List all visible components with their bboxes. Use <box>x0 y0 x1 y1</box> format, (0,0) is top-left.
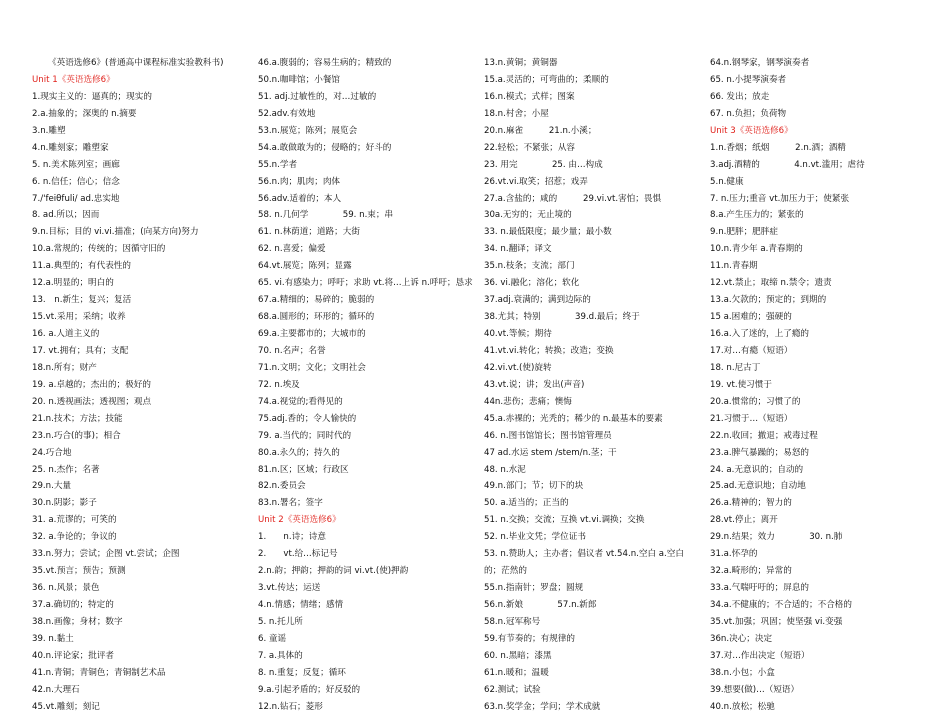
vocab-entry: 18. n.尼古丁 <box>710 362 761 373</box>
vocab-entry: 35.vt.预言；预告；预测 <box>32 566 126 577</box>
vocab-entry: 64.n.钢琴家，钢琴演奏者 <box>710 58 810 68</box>
vocab-entry: 42.vi.vt.(使)旋转 <box>484 362 552 373</box>
vocab-entry: 30.n.阴影；影子 <box>32 498 97 509</box>
vocab-entry: 31.a.怀孕的 <box>710 549 758 560</box>
vocab-entry: 16.a.入了迷的，上了瘾的 <box>710 329 810 339</box>
vocab-entry: 3.n.雕塑 <box>32 125 66 136</box>
vocab-entry: 64.vt.展览；陈列；显露 <box>258 261 352 272</box>
vocab-entry: 48. n.水泥 <box>484 464 526 475</box>
vocab-entry: 1. n.诗；诗意 <box>258 532 326 543</box>
vocab-entry: 74.a.视觉的;看得见的 <box>258 396 343 407</box>
vocab-entry: 9.a.引起矛盾的；好反驳的 <box>258 684 361 695</box>
vocab-entry: 41.vt.vi.转化；转换；改造；变换 <box>484 345 614 356</box>
vocab-entry: 80.a.永久的；持久的 <box>258 447 340 458</box>
vocab-entry: 17.对…有瘾（短语） <box>710 345 793 356</box>
vocab-entry: 52.adv.有效地 <box>258 108 316 119</box>
vocab-entry: 50.n.咖啡馆；小餐馆 <box>258 74 341 85</box>
vocab-entry: 16. a.人道主义的 <box>32 329 100 339</box>
vocab-entry: 12.a.明显的；明白的 <box>32 278 114 289</box>
vocab-entry: 38.n.小包；小盒 <box>710 667 775 678</box>
vocab-entry: 29.n.结果；效力 30. n.肺 <box>710 532 843 543</box>
vocab-entry: 21.习惯于…（短语） <box>710 413 793 424</box>
unit-heading: Unit 1《英语选修6》 <box>32 74 115 85</box>
vocab-entry: 58. n.几何学 59. n.束；串 <box>258 210 394 221</box>
vocab-entry: 15.vt.采用；采纳；收养 <box>32 312 126 323</box>
vocab-entry: 53. n.赞助人；主办者；倡议者 vt.54.n.空白 a.空白的；茫然的 <box>484 549 684 577</box>
vocab-entry: 32. a.争论的；争议的 <box>32 532 117 543</box>
vocab-entry: 39.想要(做)…（短语） <box>710 684 800 695</box>
vocab-entry: 56.adv.适着的；本人 <box>258 193 342 204</box>
vocab-entry: 51. adj.过敏性的，对…过敏的 <box>258 91 377 102</box>
vocab-entry: 31. a.荒谬的；可笑的 <box>32 515 117 526</box>
vocab-entry: 17. vt.拥有；具有；支配 <box>32 345 129 356</box>
vocab-entry: 15.a.灵活的；可弯曲的；柔顺的 <box>484 74 609 85</box>
vocab-entry: 20.a.惯常的；习惯了的 <box>710 396 801 407</box>
vocab-entry: 56.n.新娘 57.n.新郎 <box>484 600 597 611</box>
vocab-entry: 34. n.翻译；译文 <box>484 244 552 255</box>
vocab-entry: 3.vt.传达；运送 <box>258 583 321 594</box>
vocab-entry: 12.vt.禁止；取缔 n.禁令；遗责 <box>710 278 832 289</box>
vocab-entry: 23. 用完 25. 由…构成 <box>484 159 603 170</box>
vocab-entry: 8.a.产生压力的；紧张的 <box>710 210 804 221</box>
vocab-entry: 59.有节奏的；有规律的 <box>484 633 576 644</box>
vocab-entry: 71.n.文明；文化；文明社会 <box>258 362 366 373</box>
vocab-entry: 24. a.无意识的；自动的 <box>710 464 804 475</box>
column-3 <box>484 55 699 716</box>
vocab-entry: 37.a.确切的；特定的 <box>32 600 114 610</box>
vocab-entry: 65. n.小提琴演奏者 <box>710 74 787 85</box>
vocab-entry: 42.n.大理石 <box>32 684 80 695</box>
vocab-entry: 39. n.黏土 <box>32 633 74 644</box>
vocab-entry: 38.n.画像；身材；数字 <box>32 616 123 627</box>
vocab-entry: 22.轻松；不紧张；从容 <box>484 142 576 153</box>
vocab-entry: 54.a.敢做敢为的；侵略的；好斗的 <box>258 142 392 153</box>
vocab-entry: 49.n.部门；节；切下的块 <box>484 481 584 492</box>
vocab-entry: 60. n.黑暗；漆黑 <box>484 650 552 661</box>
vocab-entry: 9.n.目标；目的 vi.vi.描准；(向某方向)努力 <box>32 227 199 238</box>
column-2 <box>258 55 473 716</box>
vocab-entry: 13. n.新生；复兴；复活 <box>32 295 132 306</box>
vocab-entry: 6. n.信任；信心；信念 <box>32 176 120 187</box>
vocab-entry: 52. n.毕业文凭；学位证书 <box>484 532 586 543</box>
vocab-entry: 67. n.负担；负荷物 <box>710 108 787 119</box>
vocab-entry: 7. n.压力;重音 vt.加压力于；使紧张 <box>710 193 850 204</box>
vocab-entry: 46. n.图书馆馆长；图书馆管理员 <box>484 430 612 441</box>
vocab-entry: 81.n.区；区域；行政区 <box>258 464 349 475</box>
vocab-entry: 4.n.雕刻家；雕塑家 <box>32 142 109 153</box>
vocab-entry: 20.n.麻雀 21.n.小溪； <box>484 125 597 136</box>
vocab-entry: 58.n.冠军称号 <box>484 616 541 627</box>
vocab-entry: 21.n.技术；方法；技能 <box>32 413 123 424</box>
vocab-entry: 55.n.学者 <box>258 159 298 170</box>
vocab-entry: 37.对…作出决定（短语） <box>710 650 810 661</box>
vocab-entry: 13.a.欠款的；预定的；到期的 <box>710 295 827 306</box>
vocab-entry: 5. n.美术陈列室；画廊 <box>32 159 120 170</box>
vocab-entry: 23.n.巧合(的事)；相合 <box>32 430 121 441</box>
vocab-entry: 13.n.黄铜；黄铜器 <box>484 58 558 68</box>
vocab-entry: 70. n.名声；名誉 <box>258 345 326 356</box>
vocab-entry: 38.尤其；特别 39.d.最后；终于 <box>484 312 640 323</box>
vocab-entry: 20. n.透视画法；透视图；观点 <box>32 396 152 407</box>
vocab-entry: 40.n.评论家；批评者 <box>32 650 115 661</box>
vocab-entry: 45.a.赤裸的；光秃的；稀少的 n.最基本的要素 <box>484 413 663 424</box>
vocab-entry: 40.vt.等候；期待 <box>484 329 552 339</box>
vocab-entry: 65. vi.有感染力；呼吁；求助 vt.将…上诉 n.呼吁；恳求 <box>258 278 473 289</box>
vocab-entry: 83.n.署名；签字 <box>258 498 323 509</box>
vocab-entry: 8. ad.所以；因而 <box>32 210 100 221</box>
unit-heading: Unit 2《英语选修6》 <box>258 515 341 526</box>
vocab-entry: 63.n.奖学金；学问；学术成就 <box>484 701 601 712</box>
vocab-entry: 7. a.具体的 <box>258 650 303 661</box>
vocab-entry: 19. vt.使习惯于 <box>710 379 772 390</box>
vocab-entry: 26.a.精神的；智力的 <box>710 498 792 509</box>
vocab-entry: 62.测试；试验 <box>484 684 541 695</box>
vocab-entry: 3.adj.酒精的 4.n.vt.滥用；虐待 <box>710 159 865 170</box>
vocab-entry: 18.n.所有；财产 <box>32 362 97 373</box>
vocab-entry: 44n.悲伤；悲痛；懊悔 <box>484 396 572 407</box>
vocab-entry: 1.现实主义的：逼真的；现实的 <box>32 91 152 102</box>
vocab-entry: 10.n.青少年 a.青春期的 <box>710 244 803 255</box>
vocab-entry: 11.n.青春期 <box>710 261 758 272</box>
vocab-entry: 30a.无穷的；无止境的 <box>484 210 572 221</box>
vocab-entry: 75.adj.香的；令人愉快的 <box>258 413 357 424</box>
vocab-entry: 33. n.最低限度；最少量；最小数 <box>484 227 612 238</box>
vocab-entry: 72. n.埃及 <box>258 379 300 390</box>
column-1 <box>32 55 242 716</box>
vocab-entry: 56.n.肉；肌肉；肉体 <box>258 176 341 187</box>
vocab-entry: 79. a.当代的；同时代的 <box>258 430 352 441</box>
vocab-entry: 66. 发出；放走 <box>710 91 770 102</box>
vocab-entry: 12.n.钻石；菱形 <box>258 701 323 712</box>
unit-heading: Unit 3《英语选修6》 <box>710 125 793 136</box>
vocab-entry: 1.n.香烟；纸烟 2.n.酒；酒精 <box>710 142 846 153</box>
vocab-entry: 62. n.喜爱；偏爱 <box>258 244 326 255</box>
vocab-entry: 53.n.展览；陈列；展览会 <box>258 125 358 136</box>
vocab-entry: 6. 童谣 <box>258 633 287 644</box>
vocab-entry: 11.a.典型的；有代表性的 <box>32 261 132 272</box>
vocab-entry: 61. n.林荫道；道路；大街 <box>258 227 360 238</box>
vocab-entry: 9.n.肥胖；肥胖症 <box>710 227 778 238</box>
vocab-entry: 61.n.暖和；温暖 <box>484 667 549 678</box>
vocab-entry: 29.n.大量 <box>32 481 72 492</box>
vocab-entry: 33.n.努力；尝试；企图 vt.尝试；企图 <box>32 549 180 560</box>
vocab-entry: 5.n.健康 <box>710 176 744 187</box>
vocab-entry: 67.a.精细的；易碎的；脆弱的 <box>258 295 375 306</box>
vocab-entry: 46.a.腹弱的；容易生病的；精致的 <box>258 58 392 68</box>
document-title: 《英语选修6》(普通高中课程标准实验教科书) <box>48 58 224 68</box>
vocab-entry: 40.n.放松；松驰 <box>710 701 775 712</box>
vocab-entry: 23.a.脾气暴躁的；易怒的 <box>710 447 810 458</box>
vocab-entry: 2. vt.给…标记号 <box>258 549 338 560</box>
vocab-entry: 51. n.交换；交流；互换 vt.vi.调换；交换 <box>484 515 645 526</box>
vocab-entry: 7./'feiθfuli/ ad.忠实地 <box>32 193 120 204</box>
column-4 <box>710 55 925 716</box>
vocab-entry: 37.adj.衰满的；满到边际的 <box>484 295 591 306</box>
vocab-entry: 43.vt.说；讲；发出(声音) <box>484 379 585 390</box>
vocab-entry: 28.vt.停止；离开 <box>710 515 778 526</box>
vocab-entry: 36. vi.融化；溶化；软化 <box>484 278 580 289</box>
vocab-entry: 4.n.情感；情绪；感情 <box>258 600 344 610</box>
vocab-entry: 55.n.指南针；罗盘；圆规 <box>484 583 584 594</box>
vocab-entry: 25. n.杰作；名著 <box>32 464 100 475</box>
vocab-entry: 5. n.托儿所 <box>258 616 303 627</box>
vocab-entry: 27.a.含盐的；咸的 29.vi.vt.害怕；畏惧 <box>484 193 662 204</box>
vocab-entry: 50. a.适当的；正当的 <box>484 498 569 509</box>
vocab-entry: 15 a.困难的；强硬的 <box>710 312 792 323</box>
vocab-entry: 47 ad.水运 stem /stem/n.茎；干 <box>484 447 617 458</box>
vocab-entry: 82.n.委员会 <box>258 481 306 492</box>
vocab-entry: 45.vt.雕刻；刻记 <box>32 701 100 712</box>
vocab-entry: 19. a.卓越的；杰出的；极好的 <box>32 379 151 390</box>
vocab-entry: 22.n.收回；撤退；戒毒过程 <box>710 430 818 441</box>
vocab-entry: 68.a.圆形的；环形的；循环的 <box>258 312 375 323</box>
vocab-entry: 35.n.枝条；支流；部门 <box>484 261 575 272</box>
vocab-entry: 16.n.模式；式样；图案 <box>484 91 575 102</box>
vocab-entry: 26.vt.vi.取笑；招惹；戏弄 <box>484 176 588 187</box>
vocab-entry: 41.n.青铜；青铜色；青铜制艺术品 <box>32 667 166 678</box>
vocab-entry: 25.ad.无意识地；自动地 <box>710 481 806 492</box>
vocab-entry: 24.巧合地 <box>32 447 72 458</box>
vocab-entry: 18.n.村舍；小屋 <box>484 108 549 119</box>
vocab-entry: 10.a.常规的；传统的；因循守旧的 <box>32 244 166 255</box>
vocab-entry: 8. n.重复；反复；循环 <box>258 667 346 678</box>
vocab-entry: 32.a.畸形的；异常的 <box>710 566 792 577</box>
vocab-entry: 69.a.主要都市的；大城市的 <box>258 329 366 339</box>
vocab-entry: 36n.决心；决定 <box>710 633 773 644</box>
vocab-entry: 34.a.不健康的；不合适的；不合格的 <box>710 600 852 610</box>
vocab-entry: 2.n.韵；押韵；押韵的词 vi.vt.(使)押韵 <box>258 566 409 577</box>
vocab-entry: 2.a.抽象的；深奥的 n.摘要 <box>32 108 137 119</box>
vocab-entry: 33.a.气喘吁吁的；屏息的 <box>710 583 810 594</box>
vocab-entry: 36. n.风景；景色 <box>32 583 100 594</box>
vocab-entry: 35.vt.加强；巩固；使坚强 vi.变强 <box>710 616 843 627</box>
